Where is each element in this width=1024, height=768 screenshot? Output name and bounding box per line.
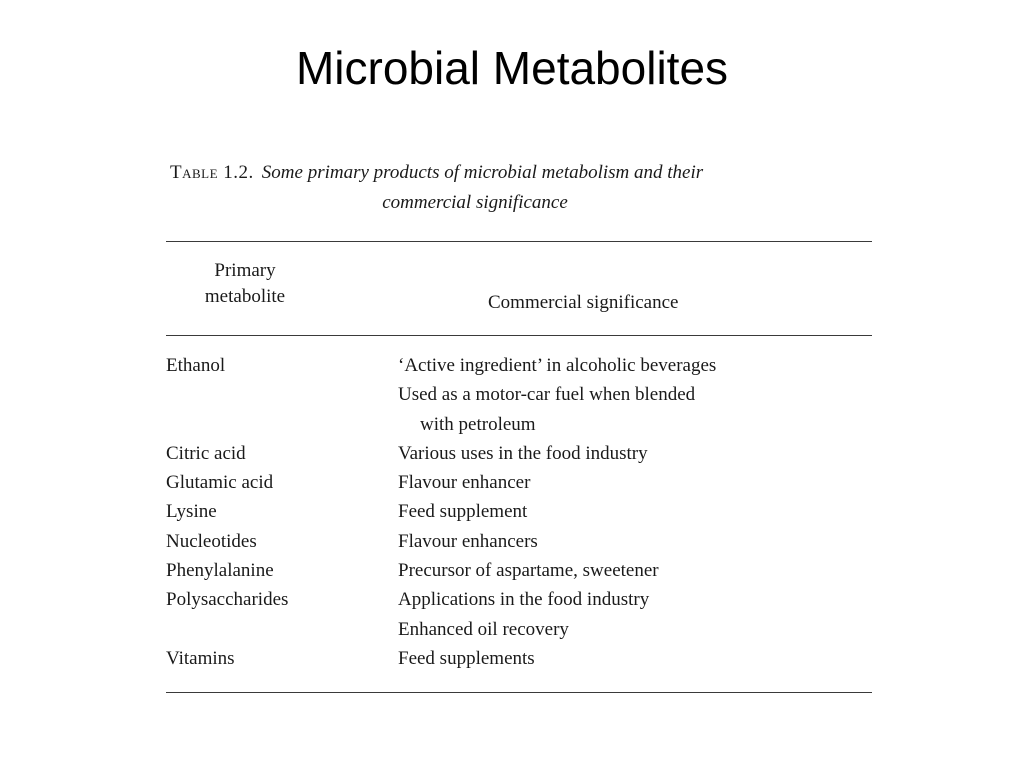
significance-line: Flavour enhancers <box>398 530 538 552</box>
table-row <box>160 644 880 673</box>
significance-line: with petroleum <box>420 413 536 435</box>
table-bottom-rule <box>166 692 872 693</box>
significance-line: Feed supplements <box>398 647 535 669</box>
header-col1-line1: Primary <box>214 260 276 281</box>
table-row <box>160 351 880 439</box>
metabolite-cell: Polysaccharides <box>166 589 289 611</box>
table-caption <box>170 158 880 218</box>
table-row <box>160 585 880 644</box>
table-row <box>160 556 880 585</box>
significance-cell <box>398 556 868 585</box>
significance-cell <box>398 439 868 468</box>
table-row <box>160 439 880 468</box>
header-col1-line2: metabolite <box>204 286 286 307</box>
metabolite-cell: Vitamins <box>166 647 235 669</box>
significance-cell <box>398 468 868 497</box>
table-header-rule <box>166 335 872 336</box>
significance-line: Applications in the food industry <box>398 589 650 611</box>
metabolite-cell: Glutamic acid <box>166 472 274 494</box>
significance-cell <box>398 351 868 439</box>
significance-line: Enhanced oil recovery <box>398 618 569 640</box>
metabolite-cell: Phenylalanine <box>166 560 274 582</box>
slide-title: Microbial Metabolites <box>295 42 729 94</box>
header-commercial-significance: Commercial significance <box>488 292 679 313</box>
significance-cell <box>398 585 868 644</box>
significance-cell <box>398 644 868 673</box>
table-top-rule <box>166 241 872 242</box>
metabolite-cell: Ethanol <box>166 355 226 376</box>
metabolite-cell: Citric acid <box>166 442 246 464</box>
significance-cell <box>398 527 868 556</box>
metabolite-cell: Lysine <box>166 501 217 523</box>
caption-label: Table 1.2. <box>170 162 254 183</box>
table-row <box>160 468 880 497</box>
table-row <box>160 527 880 556</box>
scanned-table <box>160 158 880 708</box>
table-row <box>160 497 880 526</box>
header-primary-metabolite <box>170 258 320 310</box>
significance-line: ‘Active ingredient’ in alcoholic beverages <box>398 355 717 376</box>
significance-cell <box>398 497 868 526</box>
significance-line: Various uses in the food industry <box>398 442 648 464</box>
metabolite-cell: Nucleotides <box>166 530 257 552</box>
significance-line: Precursor of aspartame, sweetener <box>398 560 659 582</box>
caption-text-line2: commercial significance <box>382 192 568 213</box>
significance-line: Used as a motor-car fuel when blended <box>398 384 696 406</box>
table-body <box>160 351 880 673</box>
significance-line: Flavour enhancer <box>398 472 531 494</box>
caption-text-line1: Some primary products of microbial metabolism and their <box>261 162 704 183</box>
significance-line: Feed supplement <box>398 501 528 523</box>
